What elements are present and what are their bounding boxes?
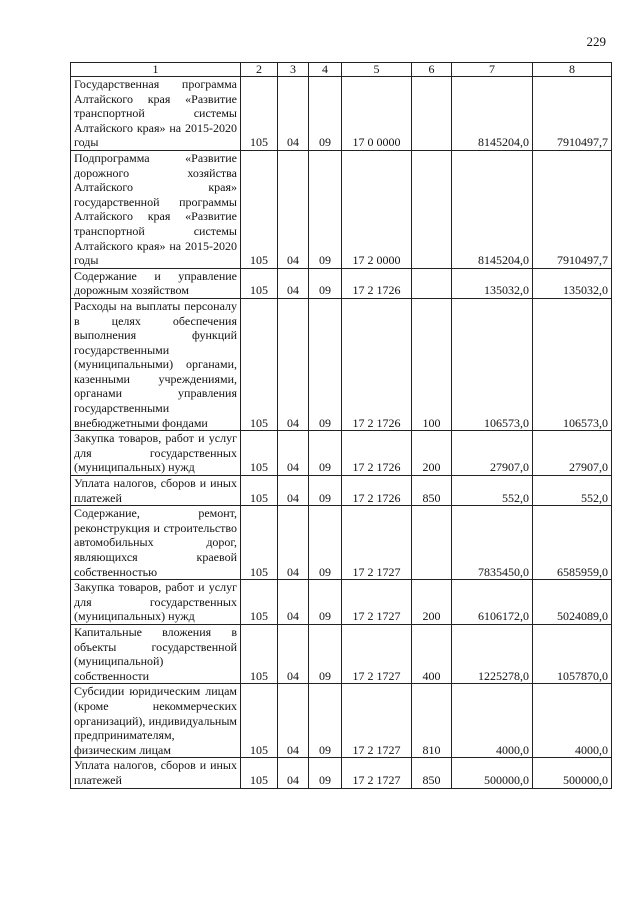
table-row [71, 298, 612, 430]
col5-cell: 17 2 1727 [342, 758, 412, 788]
col4-cell: 09 [309, 298, 342, 430]
col6-cell: 200 [412, 431, 452, 476]
row-name-cell: Содержание, ремонт, реконструкция и строительство автомобильных дорог, являющихся краевой собственностью [71, 506, 241, 580]
column-header: 5 [342, 63, 412, 77]
col6-cell: 100 [412, 298, 452, 430]
col2-cell: 105 [241, 506, 278, 580]
col5-cell: 17 2 1726 [342, 298, 412, 430]
col8-cell: 7910497,7 [533, 150, 612, 268]
col7-cell: 135032,0 [452, 268, 533, 298]
row-name-cell: Закупка товаров, работ и услуг для государственных (муниципальных) нужд [71, 580, 241, 625]
col7-cell: 106573,0 [452, 298, 533, 430]
col5-cell: 17 2 1727 [342, 684, 412, 758]
col3-cell: 04 [278, 431, 309, 476]
col3-cell: 04 [278, 758, 309, 788]
col2-cell: 105 [241, 431, 278, 476]
column-header: 2 [241, 63, 278, 77]
col4-cell: 09 [309, 580, 342, 625]
table-row [71, 150, 612, 268]
column-header: 3 [278, 63, 309, 77]
col6-cell [412, 77, 452, 151]
col4-cell: 09 [309, 684, 342, 758]
row-name-cell: Субсидии юридическим лицам (кроме некоммерческих организаций), индивидуальным предпринимателям, физическим лицам [71, 684, 241, 758]
column-header: 7 [452, 63, 533, 77]
col7-cell: 8145204,0 [452, 77, 533, 151]
col8-cell: 106573,0 [533, 298, 612, 430]
col3-cell: 04 [278, 684, 309, 758]
col4-cell: 09 [309, 758, 342, 788]
col5-cell: 17 2 1726 [342, 476, 412, 506]
header-row [71, 63, 612, 77]
col6-cell: 850 [412, 758, 452, 788]
col3-cell: 04 [278, 506, 309, 580]
table-row [71, 624, 612, 683]
col7-cell: 6106172,0 [452, 580, 533, 625]
col7-cell: 27907,0 [452, 431, 533, 476]
column-header: 1 [71, 63, 241, 77]
col7-cell: 552,0 [452, 476, 533, 506]
col3-cell: 04 [278, 476, 309, 506]
col4-cell: 09 [309, 476, 342, 506]
table-row [71, 758, 612, 788]
col8-cell: 135032,0 [533, 268, 612, 298]
col2-cell: 105 [241, 758, 278, 788]
col8-cell: 500000,0 [533, 758, 612, 788]
column-header: 8 [533, 63, 612, 77]
table-row [71, 77, 612, 151]
row-name-cell: Подпрограмма «Развитие дорожного хозяйства Алтайского края» государственной программы Алтайского края «Развитие транспортной системы Алтайского края» на 2015-2020 годы [71, 150, 241, 268]
col2-cell: 105 [241, 580, 278, 625]
table-body [71, 63, 612, 789]
table-row [71, 684, 612, 758]
col7-cell: 4000,0 [452, 684, 533, 758]
table-row [71, 476, 612, 506]
col5-cell: 17 0 0000 [342, 77, 412, 151]
row-name-cell: Расходы на выплаты персоналу в целях обеспечения выполнения функций государственными (муниципальными) органами, казенными учреждениями, органами управления государственными внебюджетными фондами [71, 298, 241, 430]
col2-cell: 105 [241, 298, 278, 430]
col8-cell: 6585959,0 [533, 506, 612, 580]
col2-cell: 105 [241, 77, 278, 151]
col2-cell: 105 [241, 624, 278, 683]
col7-cell: 8145204,0 [452, 150, 533, 268]
row-name-cell: Закупка товаров, работ и услуг для государственных (муниципальных) нужд [71, 431, 241, 476]
col4-cell: 09 [309, 77, 342, 151]
col8-cell: 1057870,0 [533, 624, 612, 683]
page-number: 229 [586, 34, 606, 49]
row-name-cell: Капитальные вложения в объекты государственной (муниципальной) собственности [71, 624, 241, 683]
col8-cell: 5024089,0 [533, 580, 612, 625]
col8-cell: 7910497,7 [533, 77, 612, 151]
col2-cell: 105 [241, 684, 278, 758]
table-row [71, 506, 612, 580]
table-row [71, 431, 612, 476]
col5-cell: 17 2 0000 [342, 150, 412, 268]
col5-cell: 17 2 1727 [342, 580, 412, 625]
col6-cell: 400 [412, 624, 452, 683]
col3-cell: 04 [278, 268, 309, 298]
col6-cell [412, 506, 452, 580]
col7-cell: 500000,0 [452, 758, 533, 788]
col6-cell: 810 [412, 684, 452, 758]
col4-cell: 09 [309, 268, 342, 298]
col3-cell: 04 [278, 580, 309, 625]
row-name-cell: Уплата налогов, сборов и иных платежей [71, 758, 241, 788]
col3-cell: 04 [278, 624, 309, 683]
col3-cell: 04 [278, 77, 309, 151]
col8-cell: 552,0 [533, 476, 612, 506]
col4-cell: 09 [309, 506, 342, 580]
col2-cell: 105 [241, 268, 278, 298]
col8-cell: 27907,0 [533, 431, 612, 476]
col8-cell: 4000,0 [533, 684, 612, 758]
col7-cell: 7835450,0 [452, 506, 533, 580]
col4-cell: 09 [309, 431, 342, 476]
row-name-cell: Содержание и управление дорожным хозяйством [71, 268, 241, 298]
col4-cell: 09 [309, 624, 342, 683]
col6-cell [412, 150, 452, 268]
col5-cell: 17 2 1727 [342, 506, 412, 580]
column-header: 6 [412, 63, 452, 77]
row-name-cell: Уплата налогов, сборов и иных платежей [71, 476, 241, 506]
col3-cell: 04 [278, 298, 309, 430]
row-name-cell: Государственная программа Алтайского края «Развитие транспортной системы Алтайского края» на 2015-2020 годы [71, 77, 241, 151]
col7-cell: 1225278,0 [452, 624, 533, 683]
col6-cell: 850 [412, 476, 452, 506]
col5-cell: 17 2 1727 [342, 624, 412, 683]
col6-cell [412, 268, 452, 298]
col4-cell: 09 [309, 150, 342, 268]
table-row [71, 580, 612, 625]
budget-table [70, 62, 612, 789]
col6-cell: 200 [412, 580, 452, 625]
column-header: 4 [309, 63, 342, 77]
col5-cell: 17 2 1726 [342, 431, 412, 476]
col2-cell: 105 [241, 150, 278, 268]
table-row [71, 268, 612, 298]
col3-cell: 04 [278, 150, 309, 268]
col5-cell: 17 2 1726 [342, 268, 412, 298]
col2-cell: 105 [241, 476, 278, 506]
